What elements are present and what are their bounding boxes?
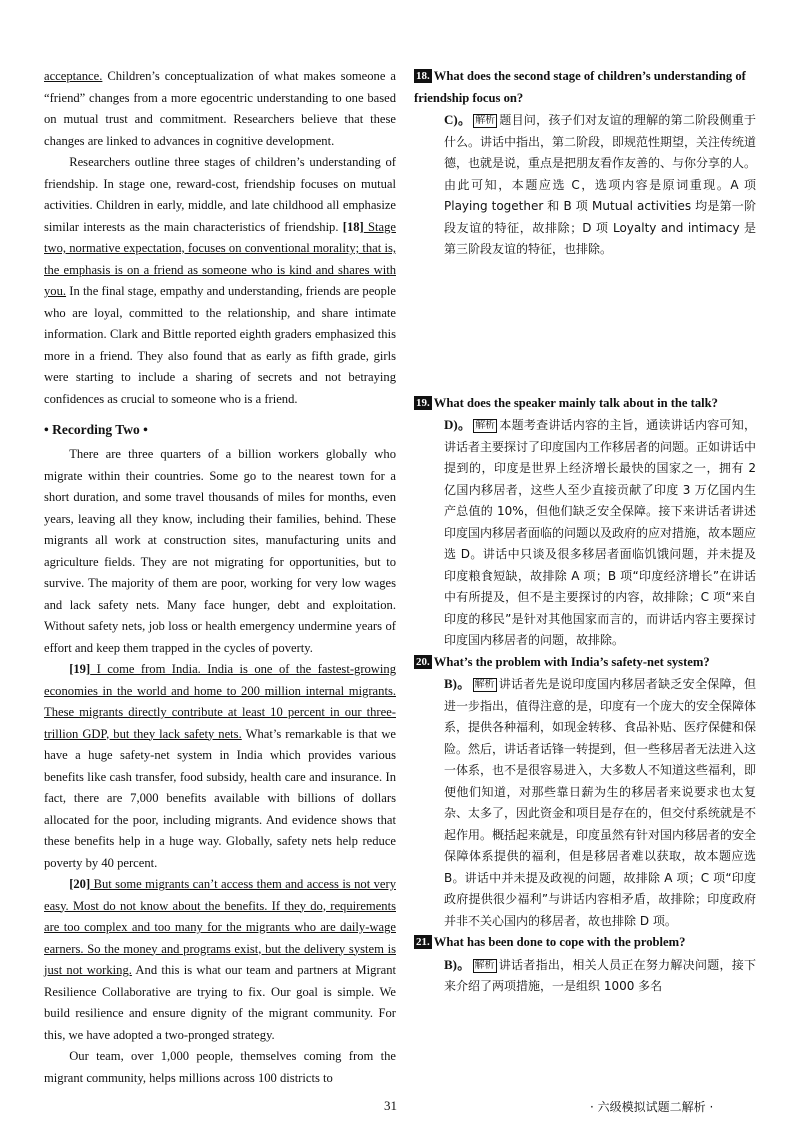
answer-explanation: [414, 109, 756, 261]
answer-text: 本题考查讲话内容的主旨，通读讲话内容可知，讲话者主要探讨了印度国内工作移居者的问题。正如讲话中提到的，印度是世界上经济增长最快的国家之一，拥有 2 亿国内移居者，这些人至少直接贡献了印度 3 万亿国内生产总值的 10%，但他们缺乏安全保障。接下来讲话者讲述印度国内移居者面临的问题以及政府的应对措施，故本题应选 D。讲话中只谈及很多移居者面临饥饿问题，并未提及印度粮食短缺，故排除 A 项；B 项“印度经济增长”在讲话中有所提及，但不是主要探讨的内容，故排除；C 项“来自印度的移民”是针对其他国家而言的，而讲话内容主要探讨印度国内移居者的问题，故排除。: [444, 418, 757, 647]
answer-text: 题目问，孩子们对友谊的理解的第二阶段侧重于什么。讲话中指出，第二阶段，即规范性期望，关注传统道德，也就是说，重点是把朋友看作友善的、与你分享的人。由此可知，本题应选 C，选项内容是原词重现。A 项 Playing together 和 B 项 Mutual activities 均是第一阶段友谊的特征，故排除；D 项 Loyalty and intimacy 是第三阶段友谊的特征，也排除。: [444, 113, 757, 256]
analysis-tag: 解析: [474, 959, 495, 971]
answer-explanation: [414, 414, 756, 652]
question-number: 21.: [416, 936, 430, 948]
analysis-tag: 解析: [475, 115, 496, 126]
left-column: [44, 66, 396, 1089]
question-number: 20.: [416, 655, 430, 668]
underlined-text: But some migrants can’t access them and access is not very easy. Most do not know about the benefits. If they do, requirements are too complex and too many for the migrants who are daily-wage earners. So the money and programs exist, but the delivery system is just not working.: [44, 877, 396, 977]
question-marker: [18]: [342, 219, 364, 234]
question-19: [414, 393, 756, 652]
paragraph-text: And this is what our team and partners at Migrant Resilience Collaborative are trying to fix. Our goal is simple. We build resilience and ensure dignity of the migrant community. For this, we have adopted a two-pronged strategy.: [44, 963, 396, 1042]
paragraph-text: Researchers outline three stages of children’s understanding of friendship. In stage one, reward-cost, friendship focuses on mutual activities. Children in early, middle, and late childhood all emphasize similar interests as the main characteristics of friendship.: [44, 155, 396, 234]
paragraph-text: What’s remarkable is that we have a huge safety-net system in India which provides various benefits like cash transfer, food subsidy, health care and insurance. In fact, there are 7,000 benefits available with billions of dollars allocated for the poor, including migrants. And evidence shows that these benefits help in a huge way. Globally, safety nets help reduce poverty by 40 percent.: [44, 726, 397, 870]
paragraph-2: [44, 152, 396, 410]
question-number: 18.: [416, 70, 430, 82]
analysis-tag: 解析: [474, 679, 495, 690]
analysis-tag: 解析: [475, 420, 496, 431]
question-21: [414, 932, 756, 998]
question-text: What does the second stage of children’s understanding of friendship focus on?: [414, 69, 746, 105]
paragraph-5: [44, 874, 396, 1046]
answer-text: 讲话者先是说印度国内移居者缺乏安全保障，但进一步指出，值得注意的是，印度有一个庞大的安全保障体系，提供各种福利，如现金转移、食品补贴、医疗保健和保险。然后，讲话者话锋一转提到，但一些移居者无法进入这一体系，也不是很容易进入，大多数人不知道这些福利，即便他们知道，对那些靠日薪为生的移居者来说要求也太复杂、太多了，因此资金和项目是存在的，但交付系统就是不起作用。概括起来就是，印度虽然有针对国内移居者的安全保障体系提供的福利，但是移居者难以获取，故本题应选 B。讲话中并未提及政视的问题，故排除 A 项；C 项“印度政府提供很少福利”与讲话内容相矛盾，故排除；印度政府并非不关心国内的移居者，故也排除 D 项。: [444, 677, 757, 928]
paragraph-text: Children’s conceptualization of what makes someone a “friend” changes from a more egocentric understanding to one based on mutual trust and commitment. Researchers believe that these changes are linked to advances in cognitive development.: [44, 69, 396, 148]
paragraph-1: [44, 66, 396, 152]
question-marker: [20]: [69, 877, 91, 891]
question-marker: [19]: [69, 662, 91, 676]
underlined-text: acceptance.: [44, 69, 103, 83]
paragraph-4: [44, 659, 396, 874]
answer-letter: D)。: [444, 417, 472, 432]
answer-letter: B)。: [444, 956, 471, 972]
question-20: [414, 652, 756, 933]
question-text: What’s the problem with India’s safety-net system?: [433, 654, 710, 669]
underlined-text: I come from India. India is one of the fastest-growing economies in the world and home to 200 million internal migrants. These migrants directly contribute at least 10 percent in our three-trillion GDP, but they lack safety nets.: [44, 662, 396, 741]
answer-text: 讲话者指出，相关人员正在努力解决问题，接下来介绍了两项措施，一是组织 1000 多名: [444, 957, 756, 993]
underlined-text: Stage two, normative expectation, focuses on conventional morality; that is, the emphasis is on a friend as someone who is kind and shares with you.: [44, 219, 396, 298]
running-footer-title: · 六级模拟试题二解析 ·: [590, 1100, 714, 1114]
section-title: • Recording Two •: [44, 422, 148, 437]
paragraph-6: Our team, over 1,000 people, themselves coming from the migrant community, helps millions across 100 districts to: [44, 1049, 396, 1085]
right-column: [414, 66, 756, 998]
page-number: 31: [384, 1098, 397, 1113]
question-18: [414, 66, 756, 261]
answer-explanation: [414, 954, 756, 998]
paragraph-3: There are three quarters of a billion workers globally who migrate within their countries. Some go to the nearest town for a short duration, and some travel thousands of miles for months, even years, leaving all they know, including their families, behind. These migrants all work at construction sites, manufacturing units and agriculture fields. They are not migrating for opportunities, but to survive. The majority of them are poor, working for very low wages and lack safety nets. Many face hunger, debt and exploitation. Without safety nets, job loss or health emergency undermine years of effort and keep them trapped in the cycles of poverty.: [44, 447, 396, 655]
question-text: What does the speaker mainly talk about in the talk?: [433, 395, 718, 410]
answer-letter: B)。: [444, 676, 471, 691]
paragraph-text: In the final stage, empathy and understanding, friends are people who are loyal, committed to the relationship, and share intimate information. Clark and Bittle reported eighth graders emphasized this more in a friend. They also found that as early as fifth grade, girls were starting to include a sharing of secrets and not betraying confidences as crucial to someone who is a friend.: [44, 284, 396, 406]
question-text: What has been done to cope with the problem?: [433, 935, 686, 949]
question-number: 19.: [416, 396, 430, 409]
answer-letter: C)。: [444, 112, 472, 127]
answer-explanation: [414, 673, 756, 932]
